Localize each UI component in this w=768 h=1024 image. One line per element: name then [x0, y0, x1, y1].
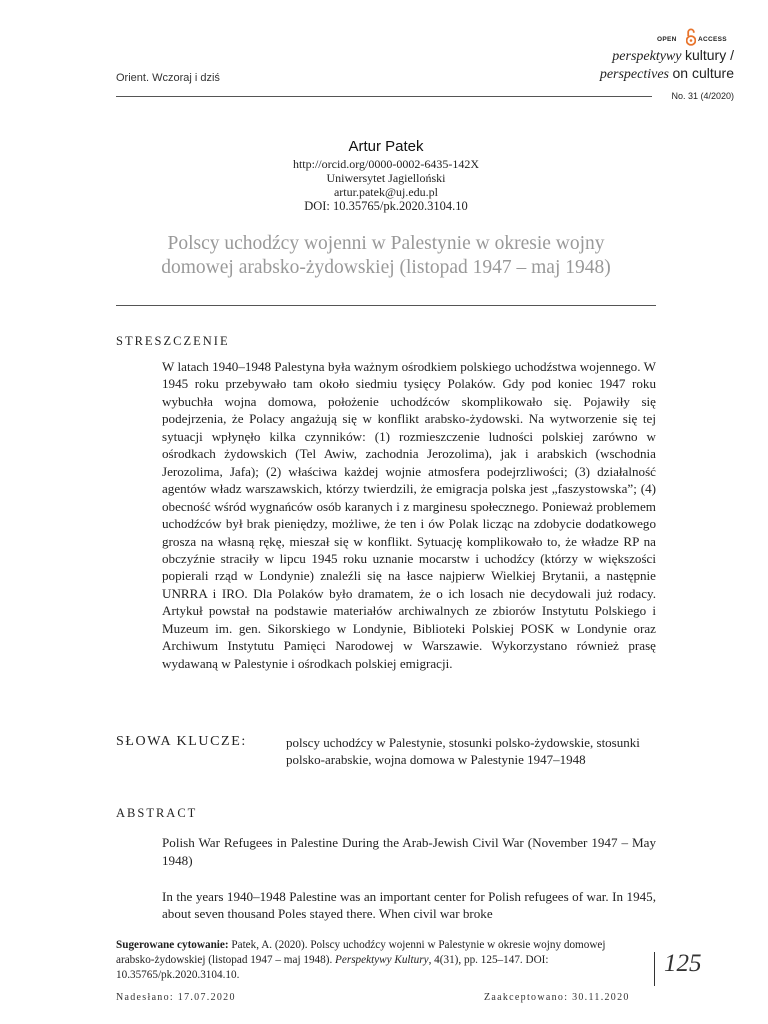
author-name: Artur Patek — [348, 138, 424, 155]
brand-line-1 — [612, 47, 734, 65]
streszczenie-heading: STRESZCZENIE — [116, 334, 230, 348]
brand-on-culture: on culture — [672, 65, 734, 81]
author-orcid[interactable]: http://orcid.org/0000-0002-6435-142X — [292, 157, 480, 171]
article-title-line-2: domowej arabsko-żydowskiej (listopad 1947 – maj 1948) — [161, 257, 611, 278]
suggested-citation — [116, 938, 646, 982]
citation-volume: , 4(31), pp. 125–147. — [428, 953, 523, 966]
article-title-line-1: Polscy uchodźcy wojenni w Palestynie w okresie wojny — [167, 233, 605, 254]
keywords-label: SŁOWA KLUCZE: — [116, 734, 247, 749]
streszczenie-text: W latach 1940–1948 Palestyna była ważnym ośrodkiem polskiego uchodźstwa wojennego. W 1945 roku przebywało tam około siedmiu tysięcy Polaków. Gdy pod koniec 1947 roku wybuchła wojna domowa, położenie uchodźców skomplikowało się. Pojawiły się podejrzenia, że Polacy angażują się w konflikt arabsko-żydowski. Na wytworzenie się tej sytuacji wpłynęło kilka czynników: (1) rozmieszczenie ludności polskiej zarówno w ośrodkach żydowskich (Tel Awiw, zachodnia Jerozolima), jak i arabskich (wschodnia Jerozolima, Jafa); (2) właściwa każdej wojnie atmosfera podejrzliwości; (3) działalność agentów władz warszawskich, którzy twierdzili, że emigracja polska jest „faszystowska”; (4) obecność wśród wygnańców osób karanych i z marginesu społecznego. Ponieważ problemem uchodźców był brak pieniędzy, możliwe, że ten i ów Polak licząc na zdobycie dodatkowego grosza na własną rękę, mieszał się w konflikt. Sytuację komplikowało to, że władze RP na obczyźnie straciły w lipcu 1945 roku uznanie mocarstw i uchodźcy (którzy w większości popierali rząd w Londynie) znaleźli się na łasce najpierw Wielkiej Brytanii, a następnie UNRRA i IRO. Dla Polaków było dramatem, że o ich losach nie decydowali już rodacy. Artykuł powstał na podstawie materiałów archiwalnych ze zbiorów Instytutu Polskiego i Muzeum im. gen. Sikorskiego w Londynie, Biblioteki Polskiej POSK w Londynie oraz Archiwum Instytutu Pamięci Narodowej w Warszawie. Wykorzystano również prasę wydawaną w Palestynie i ośrodkach polskiej emigracji. — [162, 359, 656, 671]
citation-label: Sugerowane cytowanie: — [116, 939, 229, 951]
page-number-divider — [654, 952, 655, 986]
open-lock-icon — [686, 28, 696, 46]
citation-text: Patek, A. (2020). Polscy uchodźcy wojenni w Palestynie w okresie wojny domowej arabsko-żydowskiej (listopad 1947 – maj 1948). — [116, 939, 606, 966]
article-title — [110, 232, 662, 280]
title-divider — [116, 305, 656, 306]
article-doi[interactable]: DOI: 10.35765/pk.2020.3104.10 — [304, 199, 468, 213]
accepted-date: Zaakceptowano: 30.11.2020 — [484, 992, 630, 1003]
page-number: 125 — [664, 950, 702, 977]
brand-perspektywy: perspektywy — [612, 49, 682, 64]
citation-journal: Perspektywy Kultury — [335, 953, 429, 966]
author-email[interactable]: artur.patek@uj.edu.pl — [333, 185, 439, 199]
brand-kultury: kultury / — [684, 47, 734, 63]
brand-line-2 — [600, 65, 734, 83]
abstract-heading: ABSTRACT — [116, 806, 198, 820]
open-access-label-right: ACCESS — [698, 36, 727, 43]
citation-doi[interactable]: DOI: 10.35765/pk.2020.3104.10. — [116, 953, 549, 981]
abstract-english-title: Polish War Refugees in Palestine During the Arab-Jewish Civil War (November 1947 – May 1948) — [162, 835, 656, 868]
issue-number: No. 31 (4/2020) — [671, 91, 734, 101]
open-access-label-left: OPEN — [657, 36, 677, 43]
brand-perspectives: perspectives — [599, 67, 670, 82]
abstract-english-text: In the years 1940–1948 Palestine was an important center for Polish refugees of war. In 1945, about seven thousand Poles stayed there. When civil war broke — [162, 889, 656, 922]
received-date: Nadesłano: 17.07.2020 — [116, 992, 236, 1003]
keywords-text: polscy uchodźcy w Palestynie, stosunki polsko-żydowskie, stosunki polsko-arabskie, wojna domowa w Palestynie 1947–1948 — [286, 735, 640, 768]
journal-name: Orient. Wczoraj i dziś — [116, 72, 220, 84]
header-divider — [116, 96, 652, 97]
author-block — [116, 138, 656, 213]
author-affiliation: Uniwersytet Jagielloński — [326, 171, 446, 185]
